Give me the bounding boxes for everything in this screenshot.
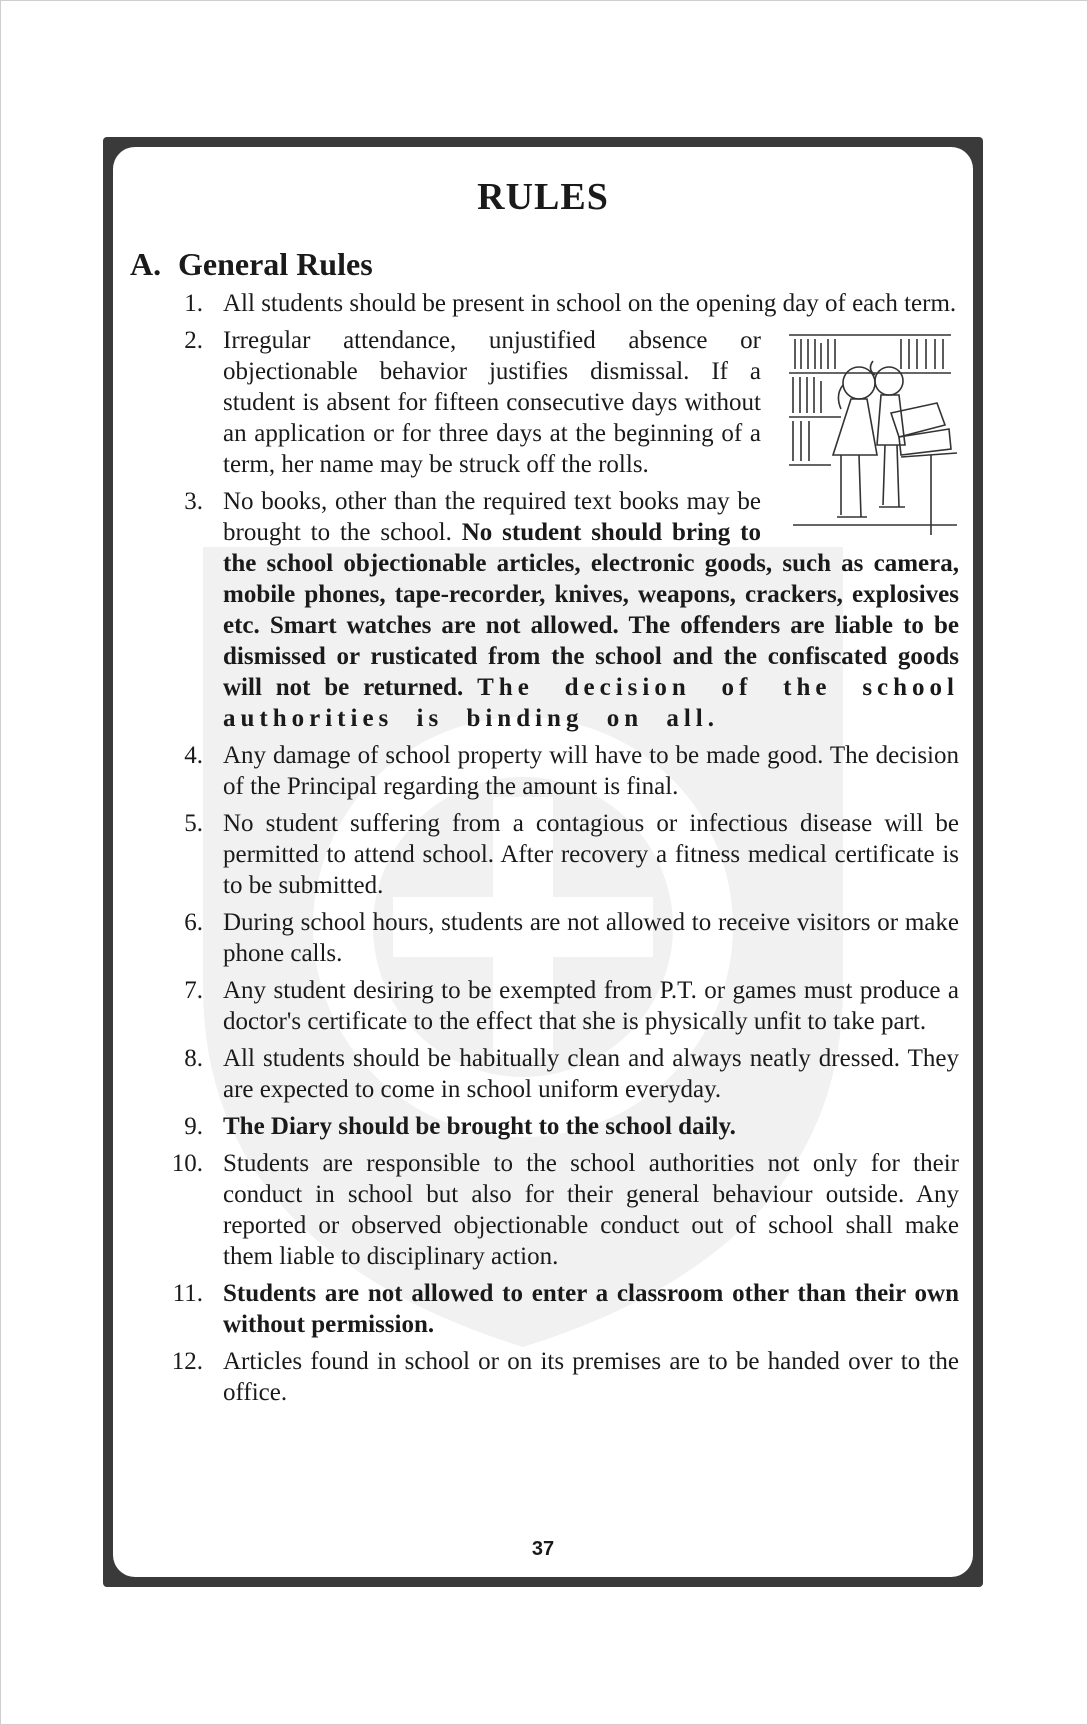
rule-item (163, 907, 959, 969)
rule-number: 5. (184, 810, 203, 837)
page-number: 37 (531, 1538, 555, 1560)
rule-item (163, 975, 959, 1037)
rule-item (163, 325, 959, 480)
content-panel (113, 147, 973, 1577)
rule-number: 11. (172, 1280, 203, 1307)
section-title: General Rules (178, 246, 373, 282)
rule-text-bold-spaced: The decision of the school authorities is binding on all. (223, 674, 959, 732)
rules-list (163, 288, 959, 1414)
rule-number: 10. (171, 1150, 203, 1177)
page-frame (103, 137, 983, 1587)
rule-text: Students are responsible to the school authorities not only for their conduct in school but also for their general behaviour outside. Any reported or observed objectionable conduct out of school shall make them liable to disciplinary action. (223, 1150, 959, 1270)
rule-item (163, 740, 959, 802)
rule-item (163, 1278, 959, 1340)
rule-item (163, 288, 959, 319)
rule-text (223, 488, 959, 732)
rule-number: 9. (184, 1113, 203, 1140)
rule-text-plain: No books, other than the required text books may be brought to the school. (223, 488, 761, 546)
page-title: RULES (477, 176, 609, 218)
rule-number: 12. (171, 1348, 203, 1375)
rule-number: 1. (184, 290, 203, 317)
rule-text: Students are not allowed to enter a classroom other than their own without permission. (223, 1280, 959, 1338)
rule-number: 2. (184, 327, 203, 354)
rule-text-bold: No student should bring to the school objectionable articles, electronic goods, such as camera, mobile phones, tape-recorder, knives, weapons, crackers, explosives etc. Smart watches are not allowed. The offenders are liable to be dismissed or rusticated from the school and the confiscated goods will not be returned. (223, 519, 959, 701)
rule-text: During school hours, students are not allowed to receive visitors or make phone calls. (223, 909, 959, 967)
rule-item (163, 1148, 959, 1272)
rule-text: Articles found in school or on its premises are to be handed over to the office. (223, 1348, 959, 1406)
rule-number: 8. (184, 1045, 203, 1072)
section-letter: A. (130, 246, 162, 282)
rule-number: 7. (184, 977, 203, 1004)
rule-number: 6. (184, 909, 203, 936)
rule-text: Any student desiring to be exempted from P.T. or games must produce a doctor's certificate to the effect that she is physically unfit to take part. (223, 977, 959, 1035)
rule-text: The Diary should be brought to the school daily. (223, 1113, 736, 1140)
rule-item (163, 486, 959, 734)
rule-text: All students should be present in school on the opening day of each term. (223, 290, 957, 317)
rule-text: Irregular attendance, unjustified absence or objectionable behavior justifies dismissal. If a student is absent for fifteen consecutive days without an application or for three days at the beginning of a term, her name may be struck off the rolls. (223, 327, 761, 478)
rule-text: No student suffering from a contagious or infectious disease will be permitted to attend school. After recovery a fitness medical certificate is to be submitted. (223, 810, 959, 899)
rule-item (163, 1043, 959, 1105)
rule-item (163, 1111, 959, 1142)
rule-item (163, 1346, 959, 1408)
rule-number: 4. (184, 742, 203, 769)
rule-number: 3. (184, 488, 203, 515)
rule-item (163, 808, 959, 901)
rule-text: Any damage of school property will have to be made good. The decision of the Principal regarding the amount is final. (223, 742, 959, 800)
rule-text: All students should be habitually clean and always neatly dressed. They are expected to come in school uniform everyday. (223, 1045, 959, 1103)
section-heading (130, 246, 373, 283)
